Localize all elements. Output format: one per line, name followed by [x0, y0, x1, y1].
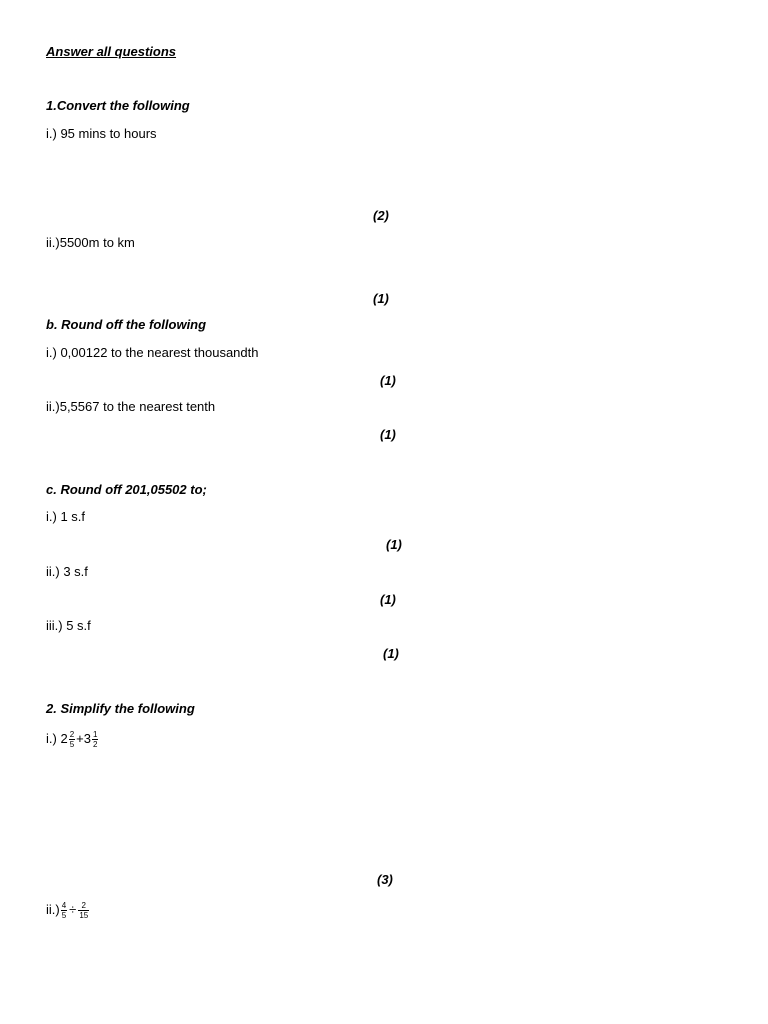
q2-item-ii-num1: 4	[61, 901, 67, 910]
q1c-item-ii: ii.) 3 s.f	[46, 564, 88, 579]
q2-item-i-fraction2	[92, 730, 98, 749]
q1-item-i-marks: (2)	[373, 208, 389, 223]
q1b-heading: b. Round off the following	[46, 317, 207, 332]
q2-item-ii-den2: 15	[79, 911, 89, 920]
q2-item-ii-fraction2	[78, 901, 89, 920]
q2-item-i-marks: (3)	[377, 872, 393, 887]
q1b-item-ii-marks: (1)	[380, 427, 396, 442]
q2-item-i-whole1: 2	[60, 730, 68, 746]
q2-item-ii-fraction1	[61, 901, 67, 920]
q1c-item-iii-marks: (1)	[383, 646, 399, 661]
q1b-item-ii: ii.)5,5567 to the nearest tenth	[46, 399, 216, 414]
q2-item-i-num1: 2	[69, 730, 75, 739]
q2-item-i-den2: 2	[92, 740, 98, 749]
q1c-heading: c. Round off 201,05502 to;	[46, 482, 207, 497]
q1-item-i: i.) 95 mins to hours	[46, 126, 157, 141]
q1c-item-i: i.) 1 s.f	[46, 509, 86, 524]
q1c-item-i-marks: (1)	[386, 537, 402, 552]
q1-heading: 1.Convert the following	[46, 98, 190, 113]
q2-item-ii-den1: 5	[61, 911, 67, 920]
q2-item-i-prefix: i.)	[46, 730, 61, 746]
q1b-item-i: i.) 0,00122 to the nearest thousandth	[46, 345, 259, 360]
q2-item-ii-prefix: ii.)	[46, 901, 60, 917]
q1b-item-i-marks: (1)	[380, 373, 396, 388]
q2-item-i-whole2: 3	[83, 730, 91, 746]
q2-item-i	[46, 730, 99, 749]
q2-item-i-num2: 1	[92, 730, 98, 739]
q2-item-ii-operator: ÷	[69, 901, 77, 917]
q2-heading: 2. Simplify the following	[46, 701, 195, 716]
q1c-item-ii-marks: (1)	[380, 592, 396, 607]
q2-item-i-fraction1	[69, 730, 75, 749]
q2-item-i-den1: 5	[69, 740, 75, 749]
q2-item-ii	[46, 901, 90, 920]
q1c-item-iii: iii.) 5 s.f	[46, 618, 91, 633]
instruction-heading: Answer all questions	[46, 44, 177, 59]
q1-item-ii-marks: (1)	[373, 291, 389, 306]
q2-item-ii-num2: 2	[78, 901, 89, 911]
q2-item-i-operator: +	[76, 730, 84, 746]
q1-item-ii: ii.)5500m to km	[46, 235, 135, 250]
